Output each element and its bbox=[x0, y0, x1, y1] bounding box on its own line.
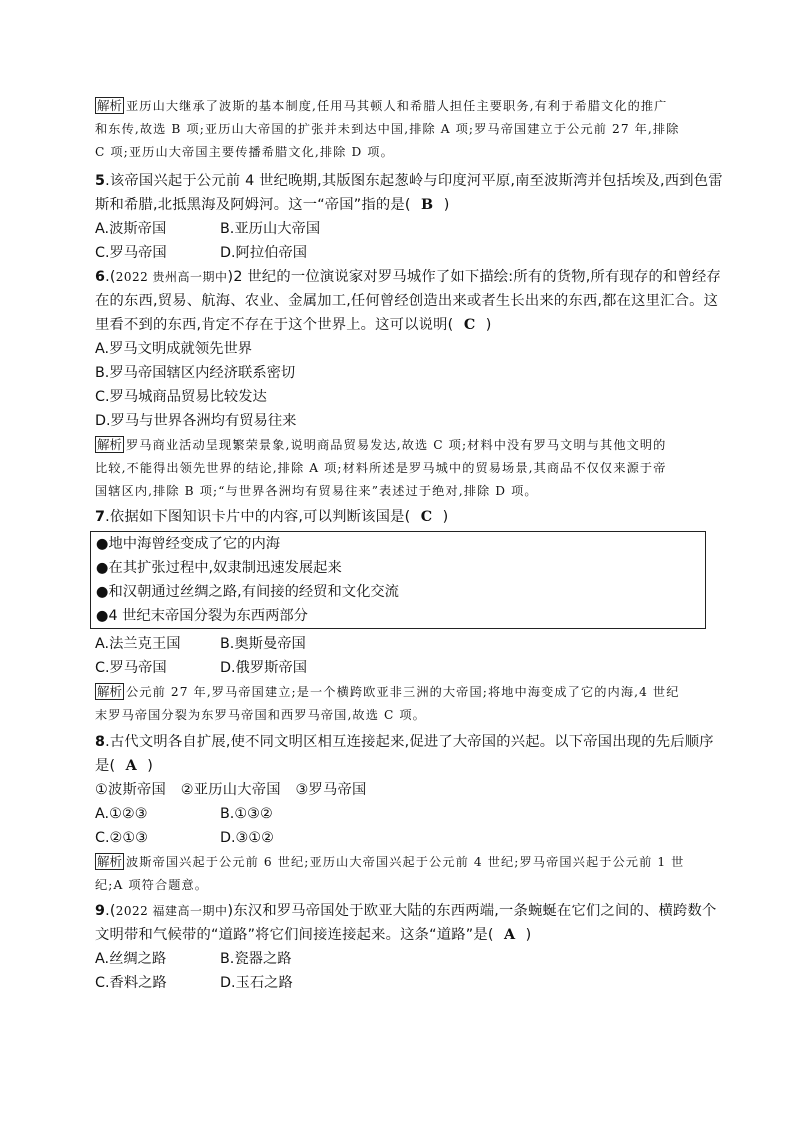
explanation-line: 解析 波斯帝国兴起于公元前 6 世纪;亚历山大帝国兴起于公元前 4 世纪;罗马帝国兴起于公元前 1 世 bbox=[97, 854, 685, 869]
option-b: B.瓷器之路 bbox=[220, 951, 292, 967]
question-6-stem: 6.(2022 贵州高一期中)2 世纪的一位演说家对罗马城作了如下描绘:所有的货物,所有现存的和曾经存 bbox=[95, 269, 722, 285]
explanation-line: 比较,不能得出领先世界的结论,排除 A 项;材料所述是罗马城中的贸易场景,其商品不仅仅来源于帝 bbox=[95, 461, 667, 475]
option-b: B.罗马帝国辖区内经济联系密切 bbox=[95, 365, 296, 381]
option-c: C.罗马城商品贸易比较发达 bbox=[95, 389, 267, 405]
question-8-stem: 是( A ) bbox=[95, 758, 154, 774]
answer-mark: A bbox=[503, 927, 516, 943]
option-a: A.法兰克王国 bbox=[95, 636, 181, 652]
option-c: C.香料之路 bbox=[95, 975, 167, 991]
question-7-stem: 7.依据如下图知识卡片中的内容,可以判断该国是( C ) bbox=[95, 509, 449, 525]
explanation-line: 和东传,故选 B 项;亚历山大帝国的扩张并未到达中国,排除 A 项;罗马帝国建立于公元前 27 年,排除 bbox=[95, 122, 680, 136]
card-item: ●地中海曾经变成了它的内海 bbox=[96, 536, 281, 552]
explanation-line: 解析 罗马商业活动呈现繁荣景象,说明商品贸易发达,故选 C 项;材料中没有罗马文明与其他文明的 bbox=[97, 437, 667, 452]
question-5-stem: 5.该帝国兴起于公元前 4 世纪晚期,其版图东起葱岭与印度河平原,南至波斯湾并包括埃及,西到色雷 bbox=[95, 173, 723, 189]
option-b: B.①③② bbox=[220, 806, 273, 822]
question-9-stem: 9.(2022 福建高一期中)东汉和罗马帝国处于欧亚大陆的东西两端,一条蜿蜒在它们之间的、横跨数个 bbox=[95, 903, 717, 919]
explanation-line: C 项;亚历山大帝国主要传播希腊文化,排除 D 项。 bbox=[95, 145, 394, 159]
explanation-line: 国辖区内,排除 B 项;“与世界各洲均有贸易往来”表述过于绝对,排除 D 项。 bbox=[95, 484, 538, 498]
option-c: C.②①③ bbox=[95, 830, 148, 846]
explanation-line: 解析 亚历山大继承了波斯的基本制度,任用马其顿人和希腊人担任主要职务,有利于希腊文化的推广 bbox=[97, 98, 668, 113]
option-a: A.波斯帝国 bbox=[95, 221, 167, 237]
explanation-line: 纪;A 项符合题意。 bbox=[95, 878, 209, 892]
option-d: D.罗马与世界各洲均有贸易往来 bbox=[95, 413, 297, 429]
option-b: B.亚历山大帝国 bbox=[220, 221, 321, 237]
option-d: D.阿拉伯帝国 bbox=[220, 245, 308, 261]
explanation-tag: 解析 bbox=[97, 437, 123, 452]
answer-mark: B bbox=[421, 197, 434, 213]
option-d: D.③①② bbox=[220, 830, 275, 846]
card-item: ●在其扩张过程中,奴隶制迅速发展起来 bbox=[96, 560, 342, 576]
question-8-items: ①波斯帝国 ②亚历山大帝国 ③罗马帝国 bbox=[95, 782, 367, 798]
answer-mark: C bbox=[463, 317, 476, 333]
card-item: ●4 世纪末帝国分裂为东西两部分 bbox=[96, 608, 308, 624]
option-c: C.罗马帝国 bbox=[95, 245, 167, 261]
option-d: D.俄罗斯帝国 bbox=[220, 660, 308, 676]
option-a: A.丝绸之路 bbox=[95, 951, 167, 967]
question-6-stem: 里看不到的东西,肯定不存在于这个世界上。这可以说明( C ) bbox=[95, 317, 492, 333]
explanation-line: 末罗马帝国分裂为东罗马帝国和西罗马帝国,故选 C 项。 bbox=[95, 708, 426, 722]
explanation-line: 解析 公元前 27 年,罗马帝国建立;是一个横跨欧亚非三洲的大帝国;将地中海变成了它的内海,4 世纪 bbox=[97, 684, 680, 699]
knowledge-card bbox=[90, 531, 706, 629]
option-a: A.①②③ bbox=[95, 806, 148, 822]
option-a: A.罗马文明成就领先世界 bbox=[95, 341, 253, 357]
explanation-tag: 解析 bbox=[97, 684, 123, 699]
option-c: C.罗马帝国 bbox=[95, 660, 167, 676]
question-9-stem: 文明带和气候带的“道路”将它们间接连接起来。这条“道路”是( A ) bbox=[95, 927, 532, 943]
card-item: ●和汉朝通过丝绸之路,有间接的经贸和文化交流 bbox=[96, 584, 399, 600]
question-5-stem: 斯和希腊,北抵黑海及阿姆河。这一“帝国”指的是( B ) bbox=[95, 197, 450, 213]
option-d: D.玉石之路 bbox=[220, 975, 293, 991]
explanation-tag: 解析 bbox=[97, 854, 123, 869]
answer-mark: C bbox=[420, 509, 433, 525]
question-8-stem: 8.古代文明各自扩展,使不同文明区相互连接起来,促进了大帝国的兴起。以下帝国出现的先后顺序 bbox=[95, 734, 714, 750]
option-b: B.奥斯曼帝国 bbox=[220, 636, 306, 652]
question-6-stem: 在的东西,贸易、航海、农业、金属加工,任何曾经创造出来或者生长出来的东西,都在这里汇合。这 bbox=[95, 293, 719, 309]
answer-mark: A bbox=[125, 758, 137, 774]
explanation-tag: 解析 bbox=[97, 98, 123, 113]
